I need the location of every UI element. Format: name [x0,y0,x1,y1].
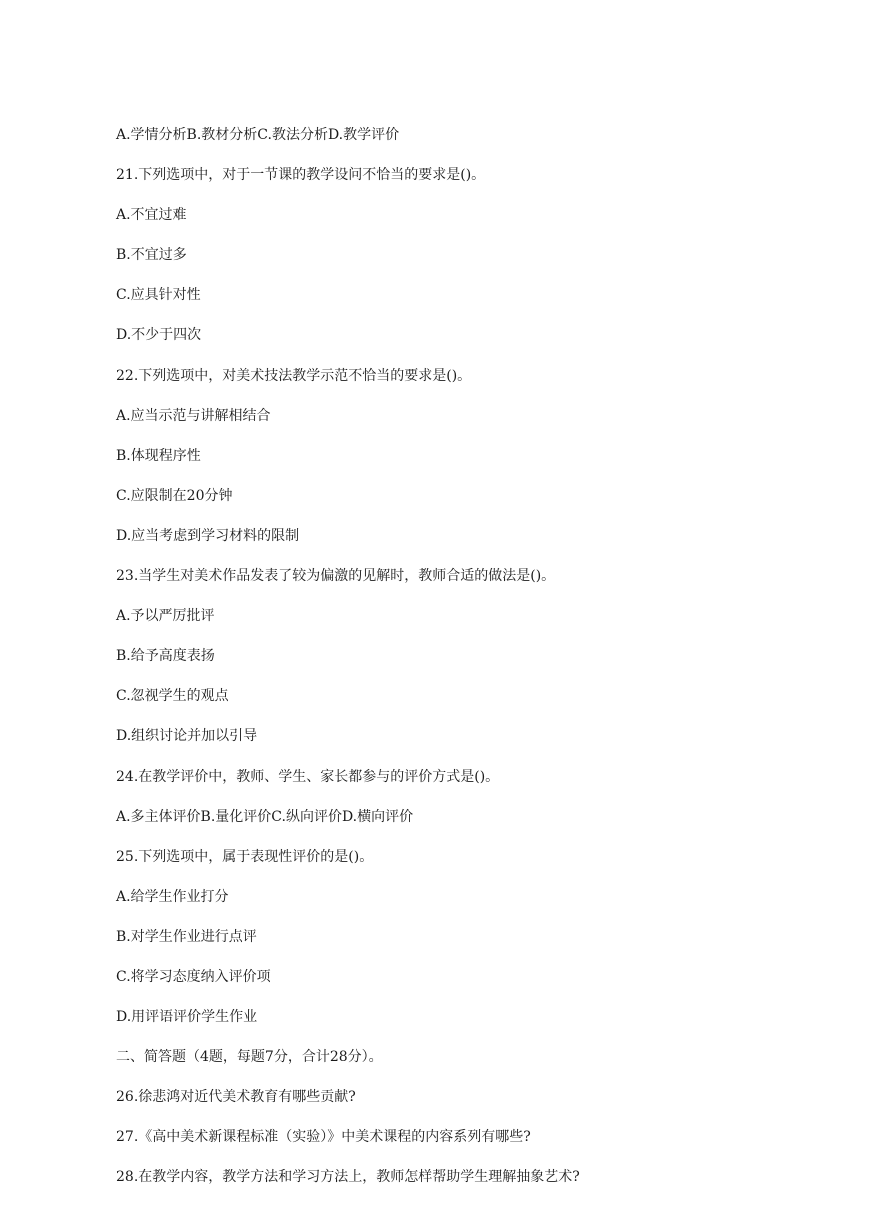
option-21-c: C.应具针对性 [116,287,201,304]
option-22-b: B.体现程序性 [116,447,201,464]
option-23-a: A.予以严厉批评 [116,608,215,625]
option-21-a: A.不宜过难 [116,207,187,224]
option-25-a: A.给学生作业打分 [116,888,229,905]
option-23-d: D.组织讨论并加以引导 [116,728,258,745]
question-22: 22.下列选项中，对美术技法教学示范不恰当的要求是()。 [116,367,472,384]
question-25: 25.下列选项中，属于表现性评价的是()。 [116,848,374,865]
option-23-c: C.忽视学生的观点 [116,688,229,705]
option-21-d: D.不少于四次 [116,327,202,344]
question-24: 24.在教学评价中，教师、学生、家长都参与的评价方式是()。 [116,768,500,785]
option-22-a: A.应当示范与讲解相结合 [116,407,271,424]
question-27: 27.《高中美术新课程标准（实验）》中美术课程的内容系列有哪些? [116,1129,531,1146]
question-26: 26.徐悲鸿对近代美术教育有哪些贡献? [116,1089,356,1106]
document-body [116,124,836,1207]
section-heading-short-answer: 二、简答题（4题，每题7分，合计28分）。 [116,1049,383,1066]
option-22-c: C.应限制在20分钟 [116,487,233,504]
question-28: 28.在教学内容，教学方法和学习方法上，教师怎样帮助学生理解抽象艺术? [116,1169,580,1186]
option-line-20: A.学情分析B.教材分析C.教法分析D.教学评价 [116,127,400,143]
option-21-b: B.不宜过多 [116,247,187,264]
option-23-b: B.给予高度表扬 [116,648,215,665]
option-25-d: D.用评语评价学生作业 [116,1009,258,1026]
question-21: 21.下列选项中，对于一节课的教学设问不恰当的要求是()。 [116,167,486,184]
option-line-24: A.多主体评价B.量化评价C.纵向评价D.横向评价 [116,808,414,825]
question-23: 23.当学生对美术作品发表了较为偏激的见解时，教师合适的做法是()。 [116,568,556,585]
option-22-d: D.应当考虑到学习材料的限制 [116,527,300,544]
option-25-c: C.将学习态度纳入评价项 [116,968,271,985]
option-25-b: B.对学生作业进行点评 [116,928,257,945]
